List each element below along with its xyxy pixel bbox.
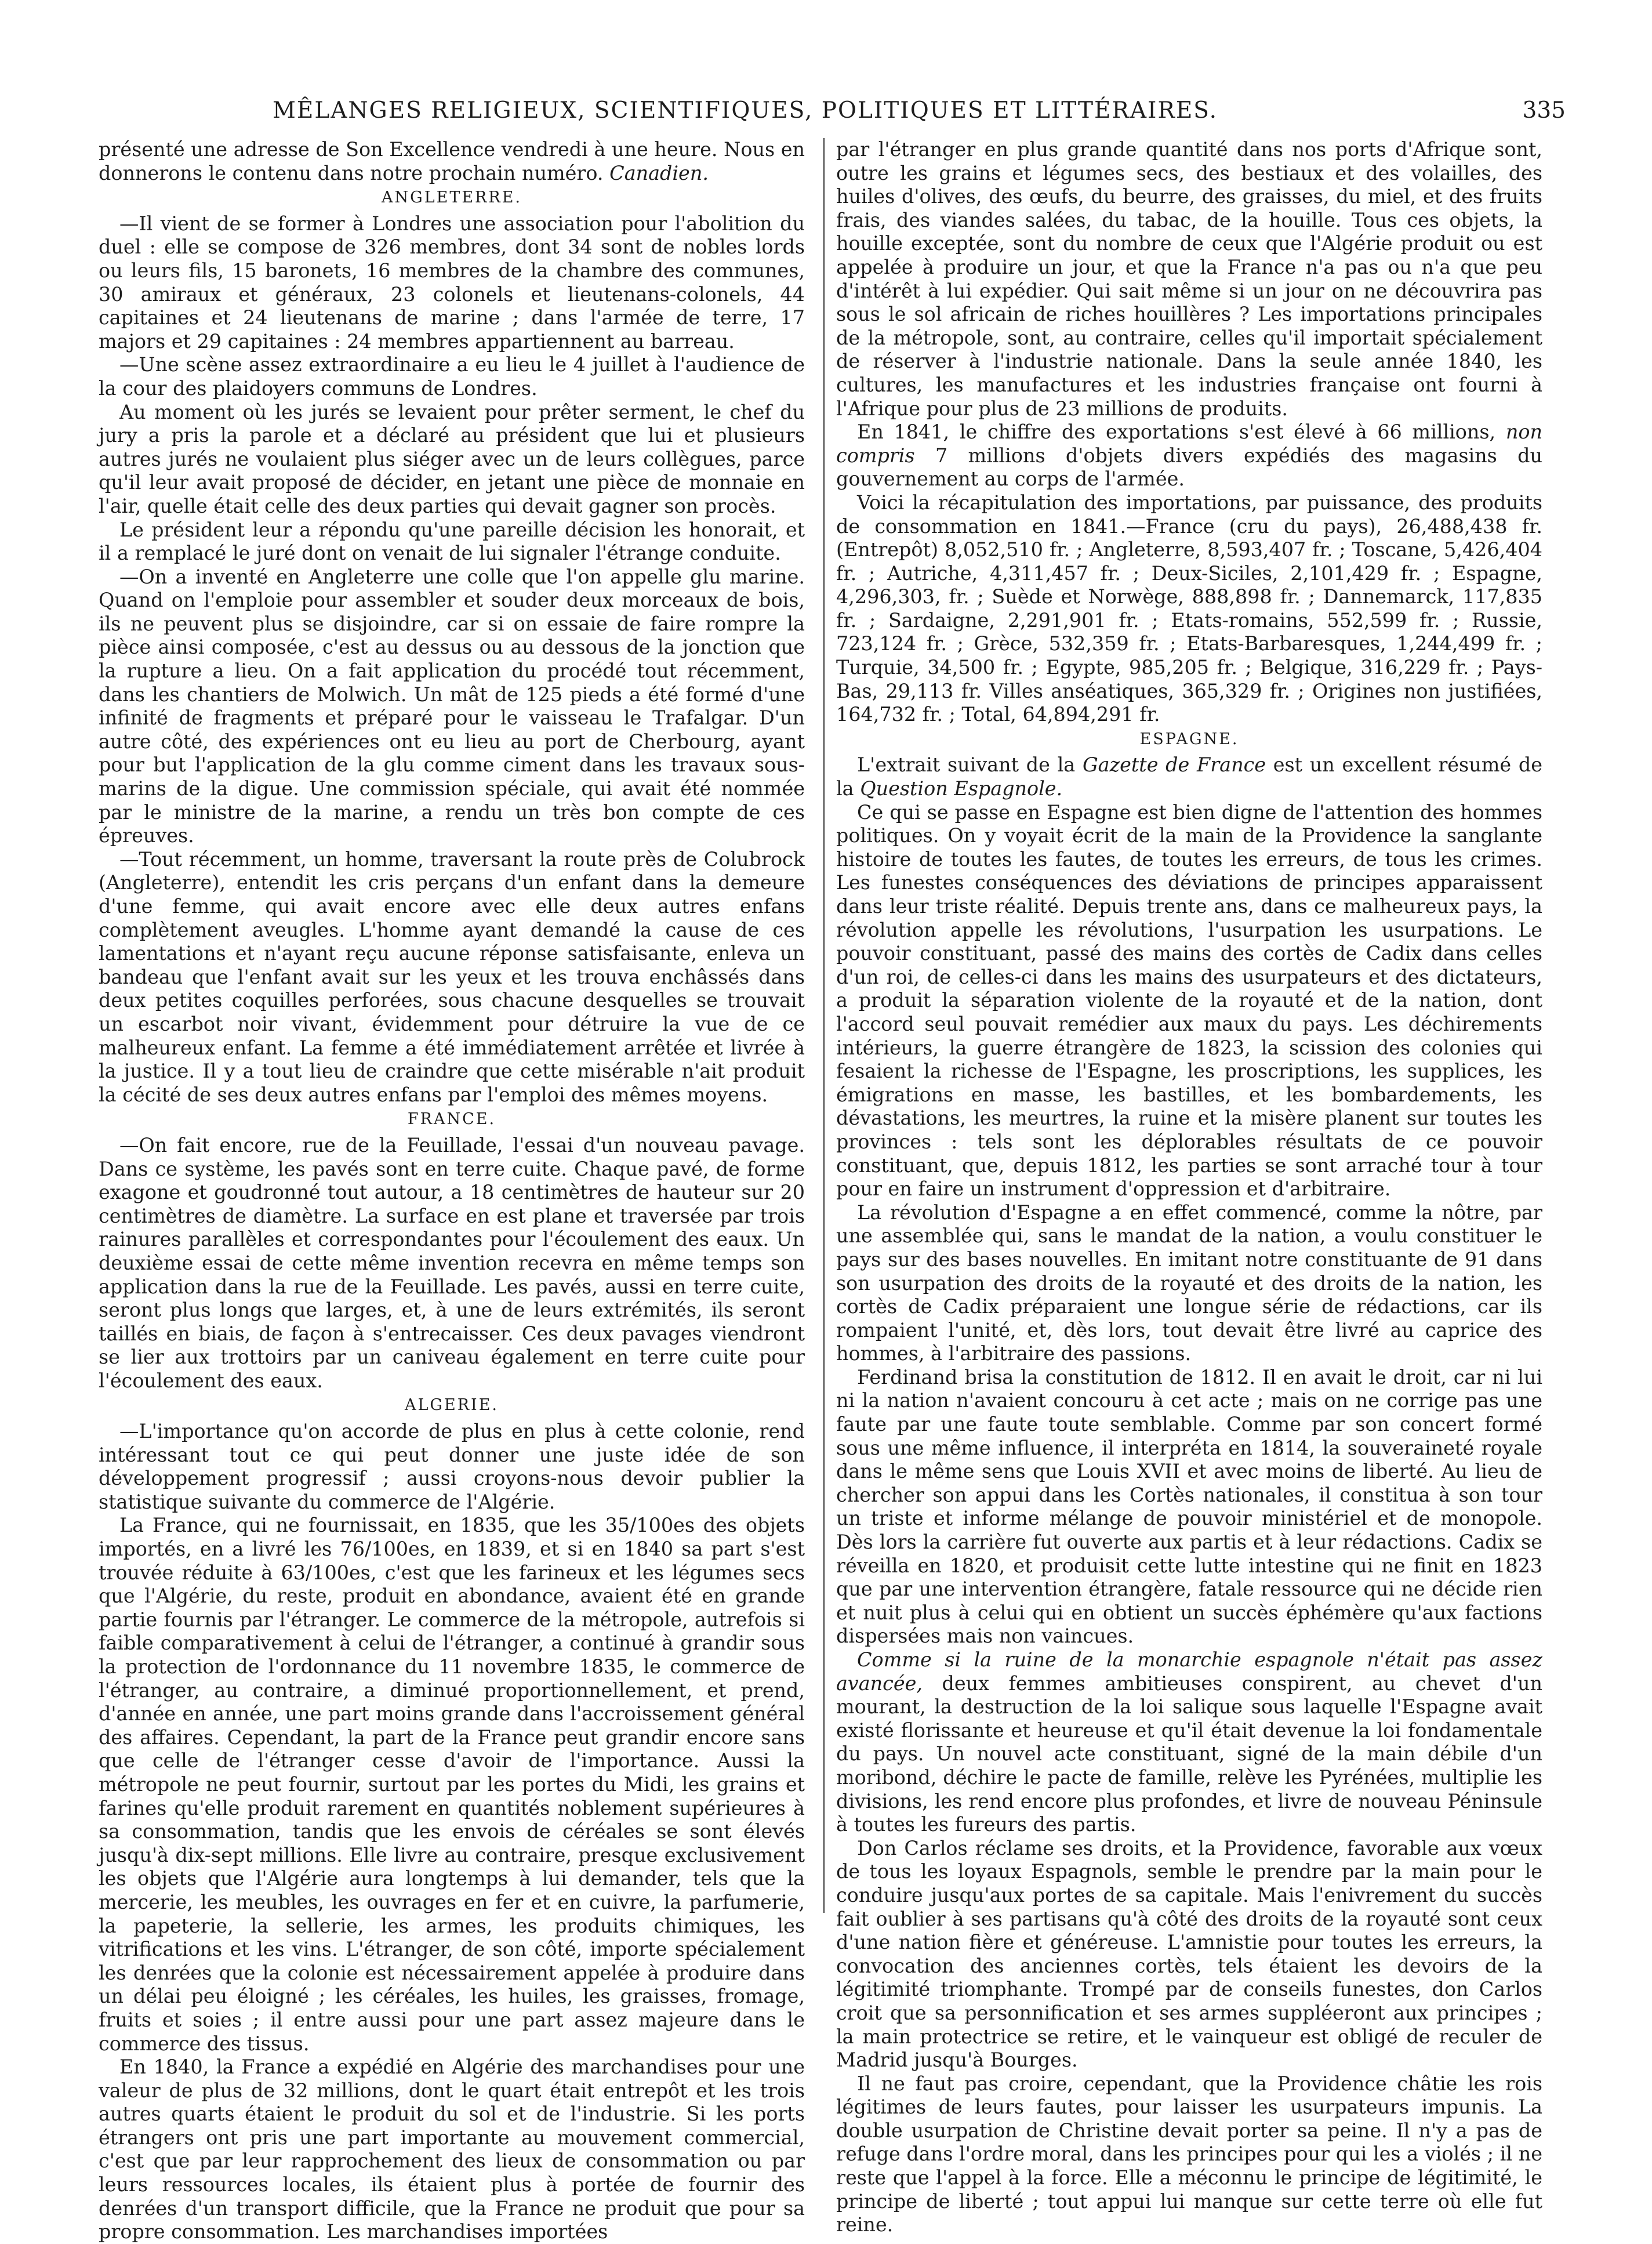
- left-column: [99, 138, 805, 2244]
- article-paragraph: Ferdinand brisa la constitution de 1812. Il en avait le droit, car ni lui ni la nation n'avaient concouru à cet acte ; mais on ne corrige pas une faute par une faute toute semblable. Comme par son concert formé sous une même influence, il interpréta en 1814, la souveraineté royale dans le même sens que Louis XVII et avec moins de liberté. Au lieu de chercher son appui dans les Cortès nationales, il constitua à son tour un triste et informe mélange de pouvoir ministériel et de monopole. Dès lors la carrière fut ouverte aux partis et à leur rédactions. Cadix se réveilla en 1820, et produisit cette lutte intestine qui ne finit en 1823 que par une intervention étrangère, fatale ressource qui ne décide rien et nuit plus à celui qui en obtient un succès éphémère qu'aux factions dispersées mais non vaincues.: [836, 1365, 1542, 1648]
- article-paragraph: L'extrait suivant de la Gazette de France est un excellent résumé de la Question Espagnole.: [836, 753, 1542, 800]
- page-header: [99, 97, 1566, 132]
- page-number: 335: [1522, 97, 1566, 124]
- column-divider: [823, 138, 825, 1913]
- section-heading-france: FRANCE.: [407, 1110, 496, 1129]
- source-signature: Canadien.: [609, 161, 709, 184]
- right-column: [836, 138, 1542, 2237]
- article-paragraph: La révolution d'Espagne a en effet commencé, comme la nôtre, par une assemblée qui, sans le mandat de la nation, a voulu constituer le pays sur des bases nouvelles. En imitant notre constituante de 91 dans son usurpation des droits de la royauté et des droits de la nation, les cortès de Cadix préparaient une longue série de rédactions, car ils rompaient l'unité, et, dès lors, tout devait être livré au caprice des hommes, à l'arbitraire des passions.: [836, 1201, 1542, 1365]
- article-paragraph: Au moment où les jurés se levaient pour prêter serment, le chef du jury a pris la parole et a déclaré au président que lui et plusieurs autres jurés ne voulaient plus siéger avec un de leurs collègues, parce qu'il leur avait proposé de décider, en jetant une pièce de monnaie en l'air, quelle était celle des deux parties qui devait gagner son procès.: [99, 400, 805, 517]
- section-heading-algerie: ALGERIE.: [405, 1396, 499, 1415]
- article-paragraph: Il ne faut pas croire, cependant, que la Providence châtie les rois légitimes de leurs fautes, pour laisser les usurpateurs impunis. La double usurpation de Christine devait porter sa peine. Il n'y a pas de refuge dans l'ordre moral, dans les principes pour qui les a violés ; il ne reste que l'appel à la force. Elle a méconnu le principe de légitimité, le principe de liberté ; tout appui lui manque sur cette terre où elle fut reine.: [836, 2072, 1542, 2236]
- article-paragraph: Le président leur a répondu qu'une pareille décision les honorait, et il a remplacé le juré dont on venait de lui signaler l'étrange conduite.: [99, 518, 805, 565]
- article-paragraph: En 1841, le chiffre des exportations s'est élevé à 66 millions, non compris 7 millions d'objets divers expédiés des magasins du gouvernement au corps de l'armée.: [836, 420, 1542, 491]
- article-paragraph: par l'étranger en plus grande quantité dans nos ports d'Afrique sont, outre les grains et légumes secs, des bestiaux et des volailles, des huiles d'olives, des œufs, du beurre, des graisses, du miel, et des fruits frais, des viandes salées, du tabac, de la houille. Tous ces objets, la houille exceptée, sont du nombre de ceux que l'Algérie produit ou est appelée à produire un jour, et que la France n'a pas ou n'a que peu d'intérêt à lui expédier. Qui sait même si un jour on ne découvrira pas sous le sol africain de riches houillères ? Les importations principales de la métropole, sont, au contraire, celles qu'il importait spécialement de réserver à l'industrie nationale. Dans la seule année 1840, les cultures, les manufactures et les industries française ont fourni à l'Afrique pour plus de 23 millions de produits.: [836, 138, 1542, 420]
- section-heading-angleterre: ANGLETERRE.: [382, 188, 522, 207]
- article-paragraph: Comme si la ruine de la monarchie espagnole n'était pas assez avancée, deux femmes ambitieuses conspirent, au chevet d'un mourant, la destruction de la loi salique sous laquelle l'Espagne avait existé florissante et heureuse et qu'il était devenue la loi fondamentale du pays. Un nouvel acte constituant, signé de la main débile d'un moribond, déchire le pacte de famille, relève les Pyrénées, multiplie les divisions, les rend encore plus profondes, et livre de nouveau Péninsule à toutes les fureurs des partis.: [836, 1648, 1542, 1836]
- article-paragraph: —Tout récemment, un homme, traversant la route près de Colubrock (Angleterre), entendit les cris perçans d'un enfant dans la demeure d'une femme, qui avait encore avec elle deux autres enfans complètement aveugles. L'homme ayant demandé la cause de ces lamentations et n'ayant reçu aucune réponse satisfaisante, enleva un bandeau que l'enfant avait sur les yeux et les trouva enchâssés dans deux petites coquilles perforées, sous chacune desquelles se trouvait un escarbot noir vivant, évidemment pour détruire la vue de ce malheureux enfant. La femme a été immédiatement arrêtée et livrée à la justice. Il y a tout lieu de craindre que cette misérable n'ait produit la cécité de ses deux autres enfans par l'emploi des mêmes moyens.: [99, 847, 805, 1106]
- article-paragraph: —L'importance qu'on accorde de plus en plus à cette colonie, rend intéressant tout ce qui peut donner une juste idée de son développement progressif ; aussi croyons-nous devoir publier la statistique suivante du commerce de l'Algérie.: [99, 1420, 805, 1513]
- article-paragraph: présenté une adresse de Son Excellence vendredi à une heure. Nous en donnerons le contenu dans notre prochain numéro. Canadien.: [99, 138, 805, 184]
- article-paragraph: —On fait encore, rue de la Feuillade, l'essai d'un nouveau pavage. Dans ce système, les pavés sont en terre cuite. Chaque pavé, de forme exagone et goudronné tout autour, a 18 centimètres de hauteur sur 20 centimètres de diamètre. La surface en est plane et traversée par trois rainures parallèles et correspondantes pour l'écoulement des eaux. Un deuxième essai de cette même invention recevra en même temps son application dans la rue de la Feuillade. Les pavés, aussi en terre cuite, seront plus longs que larges, et, à une de leurs extrémités, ils seront taillés en biais, de façon à s'entrecaisser. Ces deux pavages viendront se lier aux trottoirs par un caniveau également en terre cuite pour l'écoulement des eaux.: [99, 1133, 805, 1392]
- running-title: MÊLANGES RELIGIEUX, SCIENTIFIQUES, POLITIQUES ET LITTÉRAIRES.: [272, 97, 1218, 124]
- article-paragraph: En 1840, la France a expédié en Algérie des marchandises pour une valeur de plus de 32 millions, dont le quart était entrepôt et les trois autres quarts étaient le produit du sol et de l'industrie. Si les ports étrangers ont pris une part importante au mouvement commercial, c'est que par leur rapprochement des lieux de consommation ou par leurs ressources locales, ils étaient plus à portée de fournir des denrées d'un transport difficile, que la France ne produit que pour sa propre consommation. Les marchandises importées: [99, 2056, 805, 2243]
- article-paragraph: Voici la récapitulation des importations, par puissance, des produits de consommation en 1841.—France (cru du pays), 26,488,438 fr. (Entrepôt) 8,052,510 fr. ; Angleterre, 8,593,407 fr. ; Toscane, 5,426,404 fr. ; Autriche, 4,311,457 fr. ; Deux-Siciles, 2,101,429 fr. ; Espagne, 4,296,303, fr. ; Suède et Norwège, 888,898 fr. ; Dannemarck, 117,835 fr. ; Sardaigne, 2,291,901 fr. ; Etats-romains, 552,599 fr. ; Russie, 723,124 fr. ; Grèce, 532,359 fr. ; Etats-Barbaresques, 1,244,499 fr. ; Turquie, 34,500 fr. ; Egypte, 985,205 fr. ; Belgique, 316,229 fr. ; Pays-Bas, 29,113 fr. Villes anséatiques, 365,329 fr. ; Origines non justifiées, 164,732 fr. ; Total, 64,894,291 fr.: [836, 491, 1542, 726]
- article-paragraph: La France, qui ne fournissait, en 1835, que les 35/100es des objets importés, en a livré les 76/100es, en 1839, et si en 1840 sa part s'est trouvée réduite à 63/100es, c'est que les farineux et les légumes secs que l'Algérie, du reste, produit en abondance, avaient été en grande partie fournis par l'étranger. Le commerce de la métropole, autrefois si faible comparativement à celui de l'étranger, a continué à grandir sous la protection de l'ordonnance du 11 novembre 1835, le commerce de l'étranger, au contraire, a diminué proportionnellement, et prend, d'année en année, une part moins grande dans l'accroissement général des affaires. Cependant, la part de la France peut grandir encore sans que celle de l'étranger cesse d'avoir de l'importance. Aussi la métropole ne peut fournir, surtout par les portes du Midi, les grains et farines qu'elle produit rarement en quantités noblement supérieures à sa consommation, tandis que les envois de céréales se sont élevés jusqu'à dix-sept millions. Elle livre au contraire, presque exclusivement les objets que l'Algérie aura longtemps à lui demander, tels que la mercerie, les meubles, les ouvrages en fer et en cuivre, la parfumerie, la papeterie, la sellerie, les armes, les produits chimiques, les vitrifications et les vins. L'étranger, de son côté, importe spécialement les denrées que la colonie est nécessairement appelée à produire dans un délai peu éloigné ; les céréales, les huiles, les graisses, fromage, fruits et soies ; il entre aussi pour une part assez majeure dans le commerce des tissus.: [99, 1514, 805, 2055]
- article-paragraph: —On a inventé en Angleterre une colle que l'on appelle glu marine. Quand on l'emploie pour assembler et souder deux morceaux de bois, ils ne peuvent plus se disjoindre, car si on essaie de faire rompre la pièce ainsi composée, c'est au dessus ou au dessous de la jonction que la rupture a lieu. On a fait application du procédé tout récemment, dans les chantiers de Molwich. Un mât de 125 pieds a été formé d'une infinité de fragments et préparé pour le vaisseau le Trafalgar. D'un autre côté, des expériences ont eu lieu au port de Cherbourg, ayant pour but l'application de la glu comme ciment dans les travaux sous-marins de la digue. Une commission spéciale, qui avait été nommée par le ministre de la marine, a rendu un très bon compte de ces épreuves.: [99, 565, 805, 847]
- section-heading-espagne: ESPAGNE.: [1139, 730, 1239, 748]
- article-paragraph: Ce qui se passe en Espagne est bien digne de l'attention des hommes politiques. On y voyait écrit de la main de la Providence la sanglante histoire de toutes les fautes, de toutes les erreurs, de tous les crimes. Les funestes conséquences des déviations de principes apparaissent dans leur triste réalité. Depuis trente ans, dans ce malheureux pays, la révolution appelle les révolutions, l'usurpation les usurpations. Le pouvoir constituant, passé des mains des cortès de Cadix dans celles d'un roi, de celles-ci dans les mains des usurpateurs et des dictateurs, a produit la séparation violente de la royauté et de la nation, dont l'accord seul pouvait remédier aux maux du pays. Les déchirements intérieurs, la guerre étrangère de 1823, la scission des colonies qui fesaient la richesse de l'Espagne, les proscriptions, les supplices, les émigrations en masse, les bastilles, et les bombardements, les dévastations, les meurtres, la ruine et la misère planent sur toutes les provinces : tels sont les déplorables résultats de ce pouvoir constituant, que, depuis 1812, les parties se sont arraché tour à tour pour en faire un instrument d'oppression et d'arbitraire.: [836, 800, 1542, 1201]
- article-paragraph: —Une scène assez extraordinaire a eu lieu le 4 juillet à l'audience de la cour des plaidoyers communs de Londres.: [99, 353, 805, 400]
- article-paragraph: —Il vient de se former à Londres une association pour l'abolition du duel : elle se compose de 326 membres, dont 34 sont de nobles lords ou leurs fils, 15 baronets, 16 membres de la chambre des communes, 30 amiraux et généraux, 23 colonels et lieutenans-colonels, 44 capitaines et 24 lieutenans de marine ; dans l'armée de terre, 17 majors et 29 capitaines : 24 membres appartiennent au barreau.: [99, 212, 805, 353]
- article-paragraph: Don Carlos réclame ses droits, et la Providence, favorable aux vœux de tous les loyaux Espagnols, semble le prendre par la main pour le conduire jusqu'aux portes de sa capitale. Mais l'enivrement du succès fait oublier à ses partisans qu'à côté des droits de la royauté sont ceux d'une nation fière et généreuse. L'amnistie pour toutes les erreurs, la convocation des anciennes cortès, tels étaient les devoirs de la légitimité triomphante. Trompé par de conseils funestes, don Carlos croit que sa personnification et ses armes suppléeront aux principes ; la main protectrice se retire, et le vainqueur est obligé de reculer de Madrid jusqu'à Bourges.: [836, 1836, 1542, 2072]
